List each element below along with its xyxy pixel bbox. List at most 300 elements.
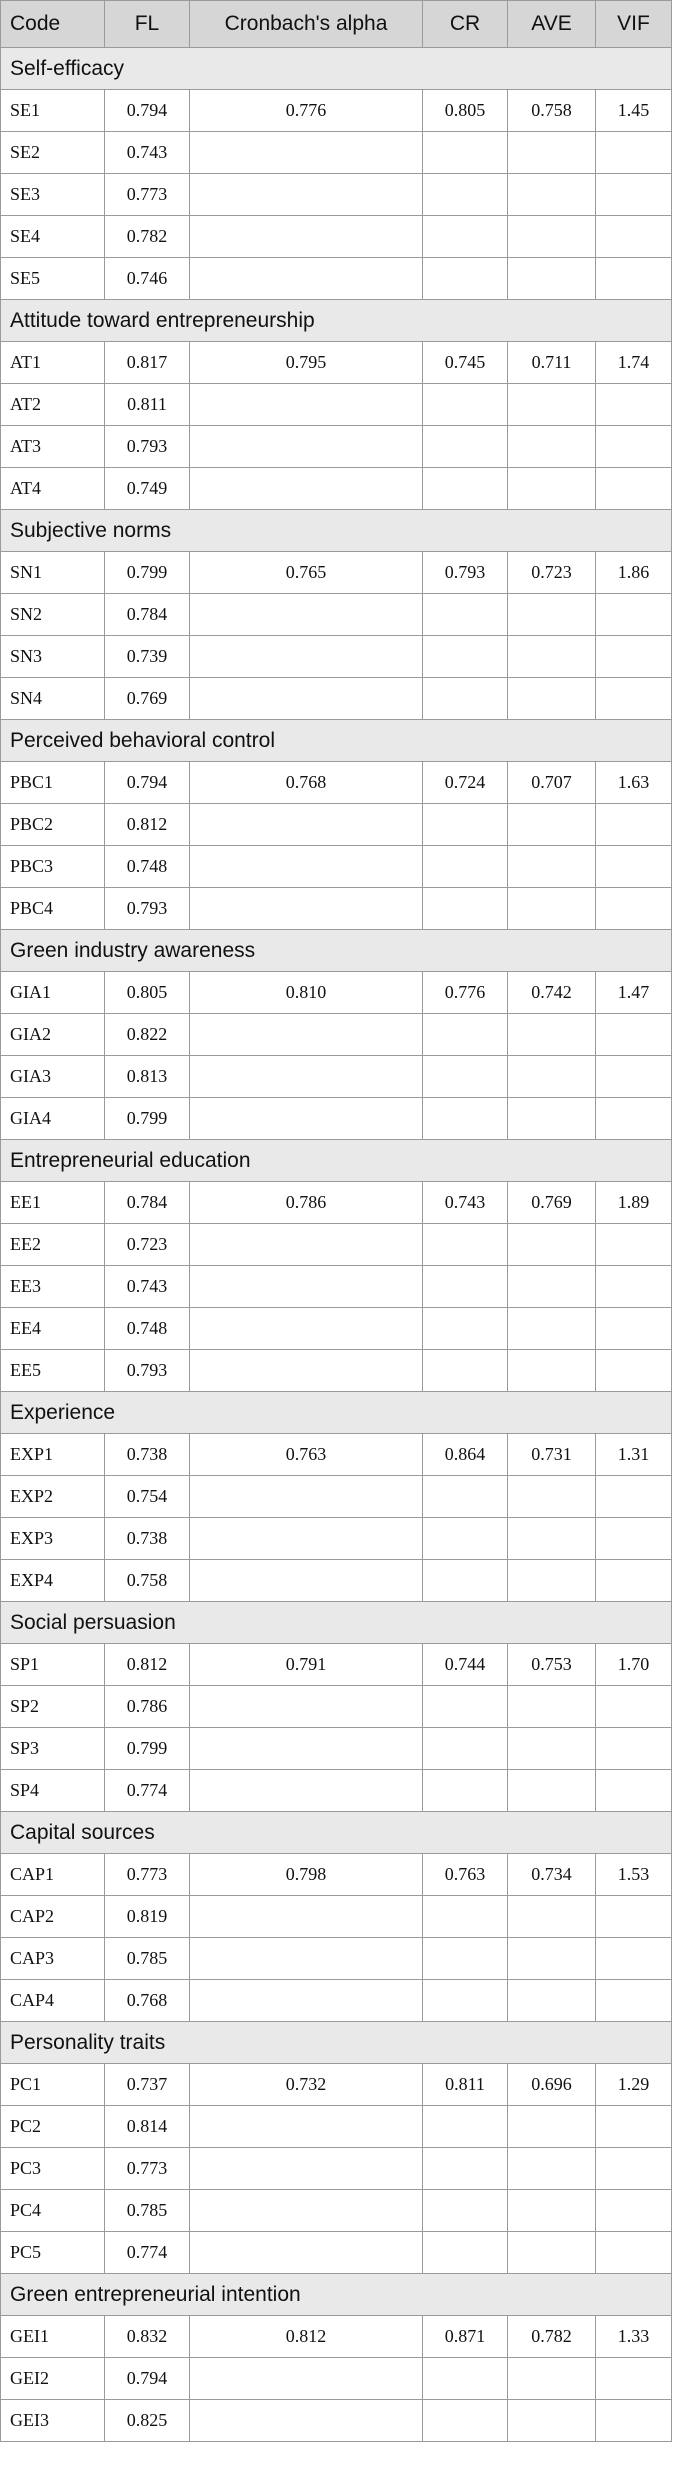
alpha-cell [190, 1980, 423, 2022]
section-title: Experience [1, 1392, 672, 1434]
table-row [1, 1182, 672, 1224]
fl-cell: 0.738 [105, 1518, 190, 1560]
alpha-cell [190, 1308, 423, 1350]
table-row [1, 174, 672, 216]
vif-cell [596, 1560, 672, 1602]
code-cell: SN2 [1, 594, 105, 636]
cr-cell [423, 216, 508, 258]
section-title: Attitude toward entrepreneurship [1, 300, 672, 342]
alpha-cell [190, 1686, 423, 1728]
alpha-cell: 0.786 [190, 1182, 423, 1224]
alpha-cell [190, 216, 423, 258]
ave-cell: 0.769 [508, 1182, 596, 1224]
code-cell: EXP2 [1, 1476, 105, 1518]
table-row [1, 678, 672, 720]
table-row [1, 2232, 672, 2274]
vif-cell [596, 1350, 672, 1392]
code-cell: PBC2 [1, 804, 105, 846]
cr-cell [423, 1308, 508, 1350]
header-cronbach-alpha: Cronbach's alpha [190, 1, 423, 48]
code-cell: PC2 [1, 2106, 105, 2148]
section-row [1, 2274, 672, 2316]
cr-cell [423, 1686, 508, 1728]
cr-cell [423, 468, 508, 510]
ave-cell [508, 2190, 596, 2232]
header-cr: CR [423, 1, 508, 48]
code-cell: EE2 [1, 1224, 105, 1266]
code-cell: AT1 [1, 342, 105, 384]
code-cell: PC3 [1, 2148, 105, 2190]
code-cell: SE2 [1, 132, 105, 174]
ave-cell [508, 1350, 596, 1392]
fl-cell: 0.825 [105, 2400, 190, 2442]
code-cell: PC1 [1, 2064, 105, 2106]
table-row [1, 594, 672, 636]
section-title: Perceived behavioral control [1, 720, 672, 762]
fl-cell: 0.786 [105, 1686, 190, 1728]
alpha-cell [190, 1728, 423, 1770]
alpha-cell: 0.812 [190, 2316, 423, 2358]
vif-cell [596, 1266, 672, 1308]
vif-cell [596, 846, 672, 888]
alpha-cell [190, 1266, 423, 1308]
cr-cell [423, 636, 508, 678]
code-cell: AT4 [1, 468, 105, 510]
fl-cell: 0.737 [105, 2064, 190, 2106]
code-cell: EE4 [1, 1308, 105, 1350]
ave-cell [508, 1224, 596, 1266]
alpha-cell [190, 1560, 423, 1602]
fl-cell: 0.748 [105, 846, 190, 888]
fl-cell: 0.773 [105, 1854, 190, 1896]
code-cell: GIA3 [1, 1056, 105, 1098]
table-row [1, 804, 672, 846]
vif-cell [596, 636, 672, 678]
fl-cell: 0.746 [105, 258, 190, 300]
vif-cell [596, 1476, 672, 1518]
header-fl: FL [105, 1, 190, 48]
ave-cell [508, 258, 596, 300]
alpha-cell [190, 426, 423, 468]
fl-cell: 0.799 [105, 1728, 190, 1770]
ave-cell [508, 132, 596, 174]
alpha-cell [190, 1014, 423, 1056]
code-cell: SP1 [1, 1644, 105, 1686]
code-cell: EE5 [1, 1350, 105, 1392]
fl-cell: 0.723 [105, 1224, 190, 1266]
vif-cell [596, 1056, 672, 1098]
code-cell: SP3 [1, 1728, 105, 1770]
table-row [1, 888, 672, 930]
alpha-cell [190, 2232, 423, 2274]
alpha-cell: 0.732 [190, 2064, 423, 2106]
fl-cell: 0.739 [105, 636, 190, 678]
ave-cell [508, 2106, 596, 2148]
cr-cell [423, 804, 508, 846]
fl-cell: 0.799 [105, 552, 190, 594]
fl-cell: 0.743 [105, 1266, 190, 1308]
vif-cell [596, 2148, 672, 2190]
ave-cell: 0.696 [508, 2064, 596, 2106]
vif-cell [596, 2232, 672, 2274]
cr-cell [423, 846, 508, 888]
fl-cell: 0.743 [105, 132, 190, 174]
ave-cell [508, 846, 596, 888]
code-cell: GEI3 [1, 2400, 105, 2442]
table-row [1, 1098, 672, 1140]
cr-cell: 0.744 [423, 1644, 508, 1686]
alpha-cell [190, 594, 423, 636]
vif-cell [596, 1980, 672, 2022]
code-cell: EE3 [1, 1266, 105, 1308]
code-cell: EXP1 [1, 1434, 105, 1476]
code-cell: GIA1 [1, 972, 105, 1014]
vif-cell [596, 1224, 672, 1266]
alpha-cell [190, 2106, 423, 2148]
cr-cell [423, 2400, 508, 2442]
table-row [1, 762, 672, 804]
alpha-cell: 0.768 [190, 762, 423, 804]
table-row [1, 1518, 672, 1560]
fl-cell: 0.774 [105, 1770, 190, 1812]
ave-cell [508, 636, 596, 678]
fl-cell: 0.794 [105, 90, 190, 132]
ave-cell: 0.782 [508, 2316, 596, 2358]
code-cell: GIA4 [1, 1098, 105, 1140]
cr-cell [423, 1560, 508, 1602]
table-row [1, 846, 672, 888]
fl-cell: 0.748 [105, 1308, 190, 1350]
vif-cell: 1.47 [596, 972, 672, 1014]
section-title: Entrepreneurial education [1, 1140, 672, 1182]
alpha-cell [190, 1518, 423, 1560]
vif-cell [596, 1098, 672, 1140]
cr-cell [423, 1476, 508, 1518]
vif-cell [596, 384, 672, 426]
alpha-cell [190, 1896, 423, 1938]
code-cell: GIA2 [1, 1014, 105, 1056]
code-cell: PC4 [1, 2190, 105, 2232]
table-row [1, 1224, 672, 1266]
table-row [1, 2148, 672, 2190]
fl-cell: 0.793 [105, 1350, 190, 1392]
vif-cell [596, 1686, 672, 1728]
fl-cell: 0.811 [105, 384, 190, 426]
cr-cell: 0.743 [423, 1182, 508, 1224]
vif-cell [596, 174, 672, 216]
alpha-cell [190, 2400, 423, 2442]
alpha-cell: 0.765 [190, 552, 423, 594]
fl-cell: 0.812 [105, 804, 190, 846]
table-row [1, 1266, 672, 1308]
ave-cell [508, 468, 596, 510]
vif-cell [596, 1308, 672, 1350]
vif-cell [596, 1728, 672, 1770]
vif-cell: 1.89 [596, 1182, 672, 1224]
vif-cell [596, 1896, 672, 1938]
table-row [1, 1560, 672, 1602]
vif-cell [596, 426, 672, 468]
code-cell: EXP4 [1, 1560, 105, 1602]
table-row [1, 426, 672, 468]
code-cell: SE1 [1, 90, 105, 132]
fl-cell: 0.813 [105, 1056, 190, 1098]
fl-cell: 0.814 [105, 2106, 190, 2148]
cr-cell [423, 2190, 508, 2232]
vif-cell [596, 216, 672, 258]
table-row [1, 1770, 672, 1812]
vif-cell [596, 2400, 672, 2442]
cr-cell [423, 2106, 508, 2148]
ave-cell [508, 1686, 596, 1728]
section-title: Self-efficacy [1, 48, 672, 90]
vif-cell: 1.31 [596, 1434, 672, 1476]
vif-cell: 1.63 [596, 762, 672, 804]
ave-cell: 0.734 [508, 1854, 596, 1896]
table-row [1, 1728, 672, 1770]
vif-cell [596, 2190, 672, 2232]
table-row [1, 1896, 672, 1938]
ave-cell [508, 2232, 596, 2274]
cr-cell [423, 1518, 508, 1560]
table-row [1, 2358, 672, 2400]
section-title: Subjective norms [1, 510, 672, 552]
cr-cell [423, 1098, 508, 1140]
cr-cell: 0.864 [423, 1434, 508, 1476]
cr-cell [423, 2232, 508, 2274]
cr-cell [423, 258, 508, 300]
vif-cell: 1.74 [596, 342, 672, 384]
alpha-cell [190, 2358, 423, 2400]
fl-cell: 0.773 [105, 2148, 190, 2190]
table-row [1, 552, 672, 594]
fl-cell: 0.812 [105, 1644, 190, 1686]
ave-cell [508, 888, 596, 930]
fl-cell: 0.822 [105, 1014, 190, 1056]
cr-cell [423, 1224, 508, 1266]
cr-cell [423, 1056, 508, 1098]
fl-cell: 0.768 [105, 1980, 190, 2022]
alpha-cell [190, 1938, 423, 1980]
section-row [1, 300, 672, 342]
cr-cell [423, 1770, 508, 1812]
vif-cell: 1.70 [596, 1644, 672, 1686]
fl-cell: 0.794 [105, 2358, 190, 2400]
cr-cell: 0.793 [423, 552, 508, 594]
ave-cell: 0.707 [508, 762, 596, 804]
cr-cell [423, 1014, 508, 1056]
alpha-cell: 0.810 [190, 972, 423, 1014]
vif-cell [596, 1770, 672, 1812]
code-cell: AT2 [1, 384, 105, 426]
code-cell: GEI2 [1, 2358, 105, 2400]
ave-cell [508, 2400, 596, 2442]
alpha-cell [190, 888, 423, 930]
ave-cell [508, 384, 596, 426]
header-code: Code [1, 1, 105, 48]
fl-cell: 0.817 [105, 342, 190, 384]
ave-cell: 0.758 [508, 90, 596, 132]
table-row [1, 1476, 672, 1518]
alpha-cell [190, 1224, 423, 1266]
ave-cell [508, 1896, 596, 1938]
ave-cell [508, 1980, 596, 2022]
alpha-cell: 0.791 [190, 1644, 423, 1686]
fl-cell: 0.769 [105, 678, 190, 720]
cr-cell [423, 678, 508, 720]
vif-cell: 1.45 [596, 90, 672, 132]
cr-cell [423, 888, 508, 930]
cr-cell [423, 1266, 508, 1308]
table-body [1, 48, 672, 2442]
alpha-cell [190, 636, 423, 678]
fl-cell: 0.819 [105, 1896, 190, 1938]
code-cell: EE1 [1, 1182, 105, 1224]
fl-cell: 0.793 [105, 426, 190, 468]
vif-cell [596, 1518, 672, 1560]
alpha-cell [190, 1098, 423, 1140]
vif-cell [596, 2358, 672, 2400]
cr-cell [423, 426, 508, 468]
cr-cell [423, 384, 508, 426]
section-row [1, 1392, 672, 1434]
cr-cell: 0.745 [423, 342, 508, 384]
alpha-cell: 0.798 [190, 1854, 423, 1896]
fl-cell: 0.784 [105, 1182, 190, 1224]
ave-cell [508, 1728, 596, 1770]
section-row [1, 1602, 672, 1644]
fl-cell: 0.738 [105, 1434, 190, 1476]
code-cell: PBC1 [1, 762, 105, 804]
vif-cell: 1.33 [596, 2316, 672, 2358]
fl-cell: 0.758 [105, 1560, 190, 1602]
alpha-cell: 0.763 [190, 1434, 423, 1476]
vif-cell [596, 468, 672, 510]
cr-cell [423, 2148, 508, 2190]
cr-cell [423, 1728, 508, 1770]
fl-cell: 0.832 [105, 2316, 190, 2358]
table-row [1, 384, 672, 426]
cr-cell: 0.811 [423, 2064, 508, 2106]
code-cell: SE4 [1, 216, 105, 258]
ave-cell [508, 1476, 596, 1518]
code-cell: SN4 [1, 678, 105, 720]
section-row [1, 720, 672, 762]
ave-cell [508, 426, 596, 468]
cr-cell: 0.763 [423, 1854, 508, 1896]
cr-cell [423, 174, 508, 216]
code-cell: AT3 [1, 426, 105, 468]
cr-cell: 0.871 [423, 2316, 508, 2358]
section-row [1, 930, 672, 972]
alpha-cell [190, 1770, 423, 1812]
fl-cell: 0.749 [105, 468, 190, 510]
fl-cell: 0.785 [105, 1938, 190, 1980]
section-title: Capital sources [1, 1812, 672, 1854]
vif-cell [596, 888, 672, 930]
cr-cell: 0.724 [423, 762, 508, 804]
ave-cell [508, 1014, 596, 1056]
fl-cell: 0.754 [105, 1476, 190, 1518]
table-row [1, 2106, 672, 2148]
fl-cell: 0.782 [105, 216, 190, 258]
table-row [1, 636, 672, 678]
alpha-cell [190, 846, 423, 888]
table-row [1, 258, 672, 300]
table-row [1, 132, 672, 174]
alpha-cell [190, 2190, 423, 2232]
section-row [1, 2022, 672, 2064]
table-row [1, 1056, 672, 1098]
ave-cell: 0.742 [508, 972, 596, 1014]
alpha-cell [190, 1056, 423, 1098]
table-row [1, 1350, 672, 1392]
vif-cell: 1.86 [596, 552, 672, 594]
code-cell: CAP2 [1, 1896, 105, 1938]
alpha-cell [190, 1476, 423, 1518]
table-row [1, 1938, 672, 1980]
alpha-cell [190, 132, 423, 174]
code-cell: SE3 [1, 174, 105, 216]
alpha-cell [190, 258, 423, 300]
code-cell: SN1 [1, 552, 105, 594]
alpha-cell: 0.776 [190, 90, 423, 132]
section-row [1, 1140, 672, 1182]
fl-cell: 0.799 [105, 1098, 190, 1140]
table-row [1, 90, 672, 132]
table-row [1, 2400, 672, 2442]
table-row [1, 1434, 672, 1476]
code-cell: SP2 [1, 1686, 105, 1728]
cr-cell [423, 1350, 508, 1392]
ave-cell [508, 1518, 596, 1560]
table-row [1, 342, 672, 384]
ave-cell [508, 216, 596, 258]
table-row [1, 1686, 672, 1728]
table-row [1, 1308, 672, 1350]
vif-cell [596, 1938, 672, 1980]
section-title: Personality traits [1, 2022, 672, 2064]
section-row [1, 1812, 672, 1854]
table-row [1, 468, 672, 510]
cr-cell [423, 594, 508, 636]
code-cell: SE5 [1, 258, 105, 300]
code-cell: PBC4 [1, 888, 105, 930]
ave-cell: 0.753 [508, 1644, 596, 1686]
header-vif: VIF [596, 1, 672, 48]
code-cell: SN3 [1, 636, 105, 678]
ave-cell: 0.731 [508, 1434, 596, 1476]
section-title: Social persuasion [1, 1602, 672, 1644]
alpha-cell: 0.795 [190, 342, 423, 384]
table-row [1, 1644, 672, 1686]
section-title: Green industry awareness [1, 930, 672, 972]
cr-cell [423, 132, 508, 174]
vif-cell: 1.53 [596, 1854, 672, 1896]
table-row [1, 1980, 672, 2022]
vif-cell: 1.29 [596, 2064, 672, 2106]
table-row [1, 2190, 672, 2232]
code-cell: EXP3 [1, 1518, 105, 1560]
cr-cell [423, 1896, 508, 1938]
fl-cell: 0.805 [105, 972, 190, 1014]
table-row [1, 216, 672, 258]
vif-cell [596, 2106, 672, 2148]
ave-cell: 0.723 [508, 552, 596, 594]
ave-cell [508, 1770, 596, 1812]
alpha-cell [190, 678, 423, 720]
alpha-cell [190, 1350, 423, 1392]
